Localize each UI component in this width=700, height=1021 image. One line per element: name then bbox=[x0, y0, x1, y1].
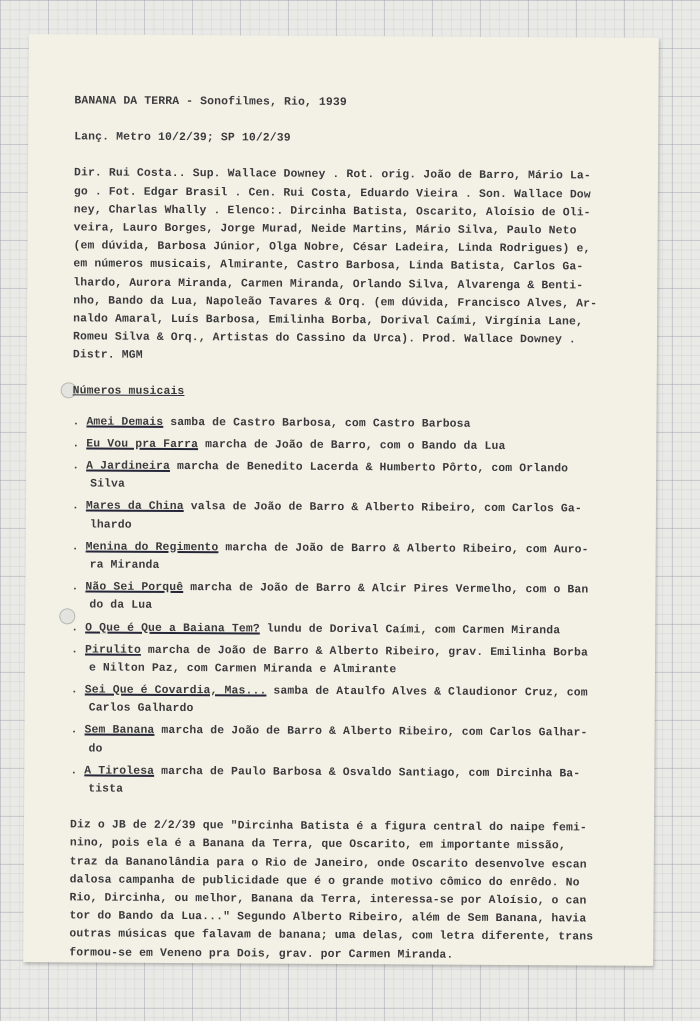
song-item: . Sem Banana marcha de João de Barro & Alberto Ribeiro, com Carlos Galhar- do bbox=[70, 722, 630, 762]
note-line: dalosa campanha de publicidade que é o grande motivo cômico do enrêdo. No bbox=[69, 874, 580, 890]
song-details: marcha de Benedito Lacerda & Humberto Pôrto, com Orlando bbox=[169, 460, 569, 476]
song-item: . Amei Demais samba de Castro Barbosa, com Castro Barbosa bbox=[72, 415, 471, 431]
note-line: formou-se em Veneno pra Dois, grav. por Carmen Miranda. bbox=[69, 946, 454, 962]
credits-line: ney, Charlas Whally . Elenco:. Dircinha Batista, Oscarito, Aloísio de Oli- bbox=[73, 204, 591, 220]
song-title: Não Sei Porquê bbox=[85, 581, 184, 595]
film-title: BANANA DA TERRA - Sonofilmes, Rio, 1939 bbox=[74, 95, 347, 110]
note-line: Diz o JB de 2/2/39 que "Dircinha Batista é a figura central do naipe femi- bbox=[69, 819, 587, 835]
song-details-continued: do bbox=[88, 743, 103, 756]
song-details-continued: lhardo bbox=[89, 519, 132, 532]
credits-line: veira, Lauro Borges, Jorge Murad, Neide Martins, Mário Silva, Paulo Neto bbox=[73, 222, 577, 238]
song-item: . Não Sei Porquê marcha de João de Barro & Alcir Pires Vermelho, com o Ban do da Lua bbox=[71, 578, 631, 618]
song-item: . O Que é Que a Baiana Tem? lundu de Dorival Caími, com Carmen Miranda bbox=[71, 621, 561, 637]
song-item: . A Jardineira marcha de Benedito Lacerda & Humberto Pôrto, com Orlando Silva bbox=[72, 457, 632, 497]
credits-line: Distr. MGM bbox=[72, 349, 143, 363]
song-item: . A Tirolesa marcha de Paulo Barbosa & Osvaldo Santiago, com Dircinha Ba- tista bbox=[70, 762, 630, 802]
credits-block bbox=[73, 165, 634, 368]
song-title: Pirulito bbox=[85, 644, 141, 657]
song-details: marcha de João de Barro, com o Bando da Lua bbox=[198, 438, 506, 453]
note-line: nino, pois ela é a Banana da Terra, que Oscarito, em importante missão, bbox=[69, 837, 566, 853]
song-details-continued: Silva bbox=[90, 478, 126, 491]
credits-line: (em dúvida, Barbosa Júnior, Olga Nobre, César Ladeira, Linda Rodrigues) e, bbox=[73, 240, 591, 256]
credits-line: nho, Bando da Lua, Napoleão Tavares & Orq. (em dúvida, Francisco Alves, Ar- bbox=[73, 295, 598, 311]
credits-line: go . Fot. Edgar Brasil . Cen. Rui Costa, Eduardo Vieira . Son. Wallace Dow bbox=[73, 185, 591, 202]
credits-line: lhardo, Aurora Miranda, Carmen Miranda, Orlando Silva, Alvarenga & Benti- bbox=[73, 276, 584, 292]
song-list bbox=[70, 413, 632, 802]
song-title: A Jardineira bbox=[86, 460, 171, 473]
song-details: samba de Castro Barbosa, com Castro Barbosa bbox=[163, 416, 471, 431]
song-details-continued: tista bbox=[88, 783, 124, 796]
song-details: marcha de João de Barro & Alberto Ribeiro, com Carlos Galhar- bbox=[154, 725, 588, 740]
song-details: samba de Ataulfo Alves & Claudionor Cruz, com bbox=[266, 685, 588, 700]
song-title: Eu Vou pra Farra bbox=[86, 438, 199, 451]
song-title: Mares da China bbox=[85, 500, 184, 514]
song-details-continued: do da Lua bbox=[89, 599, 153, 613]
document-page bbox=[23, 34, 659, 966]
section-title: Números musicais bbox=[72, 385, 185, 399]
song-details: marcha de João de Barro & Alcir Pires Vermelho, com o Ban bbox=[183, 582, 589, 597]
song-details: marcha de João de Barro & Alberto Ribeiro, grav. Emilinha Borba bbox=[140, 644, 589, 660]
credits-line: naldo Amaral, Luís Barbosa, Emilinha Borba, Dorival Caími, Virgínia Lane, bbox=[73, 313, 584, 329]
song-title: Sei Que é Covardia, Mas... bbox=[84, 684, 267, 698]
song-details: marcha de João de Barro & Alberto Ribeiro, com Auro- bbox=[218, 542, 589, 557]
song-title: O Que é Que a Baiana Tem? bbox=[85, 621, 260, 636]
credits-line: em números musicais, Almirante, Castro Barbosa, Linda Batista, Carlos Ga- bbox=[73, 258, 584, 274]
typed-text bbox=[69, 92, 634, 965]
song-details: marcha de Paulo Barbosa & Osvaldo Santiago, com Dircinha Ba- bbox=[154, 765, 581, 781]
note-line: tor do Bando da Lua..." Segundo Alberto Ribeiro, além de Sem Banana, havia bbox=[69, 910, 587, 926]
note-line: outras músicas que falavam de banana; uma delas, com letra diferente, trans bbox=[69, 928, 594, 944]
release-dates: Lanç. Metro 10/2/39; SP 10/2/39 bbox=[74, 131, 291, 145]
credits-line: Dir. Rui Costa.. Sup. Wallace Downey . Rot. orig. João de Barro, Mário La- bbox=[73, 167, 591, 183]
song-item: . Menina do Regimento marcha de João de Barro & Alberto Ribeiro, com Auro- ra Miranda bbox=[72, 538, 632, 578]
song-title: Amei Demais bbox=[86, 416, 164, 429]
song-item: . Pirulito marcha de João de Barro & Alberto Ribeiro, grav. Emilinha Borba e Nilton Paz, com Carmen Miranda e Almirante bbox=[71, 641, 631, 681]
song-title: Sem Banana bbox=[84, 724, 155, 738]
song-details-continued: e Nilton Paz, com Carmen Miranda e Almirante bbox=[88, 662, 397, 677]
song-details: lundu de Dorival Caími, com Carmen Miranda bbox=[259, 623, 561, 637]
credits-line: Romeu Silva & Orq., Artistas do Cassino da Urca). Prod. Wallace Downey . bbox=[72, 331, 576, 347]
song-details-continued: ra Miranda bbox=[89, 559, 160, 572]
note-paragraph bbox=[69, 817, 630, 966]
song-title: Menina do Regimento bbox=[85, 541, 219, 555]
song-details-continued: Carlos Galhardo bbox=[88, 702, 194, 716]
note-line: Rio, Dircinha, ou melhor, Banana da Terra, interessa-se por Aloísio, o can bbox=[69, 892, 587, 908]
song-item: . Eu Vou pra Farra marcha de João de Barro, com o Bando da Lua bbox=[72, 438, 506, 453]
song-item: . Mares da China valsa de João de Barro & Alberto Ribeiro, com Carlos Ga- lhardo bbox=[72, 498, 632, 538]
song-item: . Sei Que é Covardia, Mas... samba de Ataulfo Alves & Claudionor Cruz, com Carlos Galhardo bbox=[71, 681, 631, 721]
song-title: A Tirolesa bbox=[84, 765, 155, 778]
note-line: traz da Bananolândia para o Rio de Janeiro, onde Oscarito desenvolve escan bbox=[69, 855, 587, 872]
song-details: valsa de João de Barro & Alberto Ribeiro, com Carlos Ga- bbox=[183, 501, 582, 516]
